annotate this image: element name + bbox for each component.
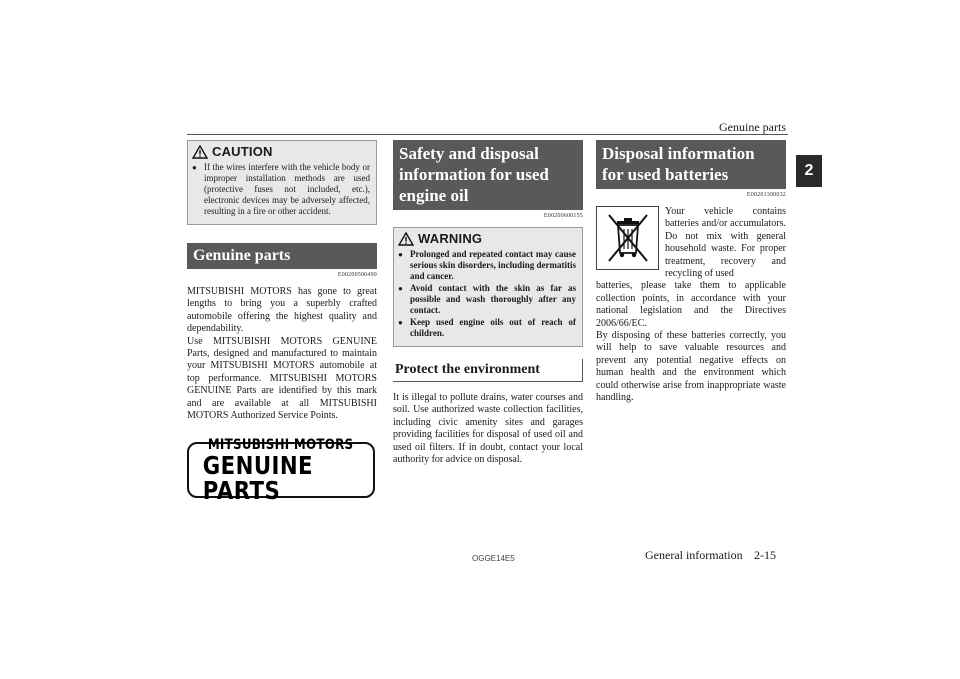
chapter-tab: 2 <box>796 155 822 187</box>
caution-title: CAUTION <box>212 144 273 159</box>
subheading-protect-environment: Protect the environment <box>393 359 583 382</box>
page-number: 2-15 <box>754 548 776 562</box>
warning-item: ● Prolonged and repeated contact may cause serious skin disorders, including dermatitis and cancer. <box>398 249 576 281</box>
section-heading-batteries: Disposal information for used batteries <box>596 140 786 189</box>
warning-triangle-icon <box>398 232 414 246</box>
bullet-icon: ● <box>398 250 403 259</box>
paragraph: Your vehicle contains batteries and/or accumulators. Do not mix with general household waste. For proper treatment, recovery and recycling of used <box>665 206 786 280</box>
column-middle <box>393 140 583 466</box>
paragraph: MITSUBISHI MOTORS has gone to great lengths to bring you a superbly crafted automobile offering the highest quality and dependability. <box>187 286 377 335</box>
bullet-icon: ● <box>192 163 197 172</box>
genuine-parts-logo: MITSUBISHI MOTORS GENUINE PARTS <box>187 442 375 498</box>
paragraph: Use MITSUBISHI MOTORS GENUINE Parts, designed and manufactured to maintain your MITSUBISHI MOTORS automobile at top performance. MITSUBISHI MOTORS GENUINE Parts are identified by this mark and are available at all MITSUBISHI MOTORS Authorized Service Points. <box>187 335 377 422</box>
header-rule <box>187 134 788 135</box>
paragraph: It is illegal to pollute drains, water courses and soil. Use authorized waste collection facilities, including civic amenity sites and garages providing facilities for disposal of used oil and used oil filters. If in doubt, contact your local authority for advice on disposal. <box>393 392 583 466</box>
bullet-icon: ● <box>398 284 403 293</box>
section-heading-engine-oil: Safety and disposal information for used engine oil <box>393 140 583 210</box>
section-code: E00200600155 <box>543 213 583 219</box>
caution-item: ● If the wires interfere with the vehicle body or improper installation methods are used (protective fuses not included, etc.), electronic devices may be adversely affected, resulting in a fire or other accident. <box>192 162 370 216</box>
warning-box <box>393 227 583 347</box>
section-code: E00201300032 <box>746 192 786 198</box>
column-right <box>596 140 786 405</box>
caution-box <box>187 140 377 225</box>
footer-section: General information <box>645 548 743 562</box>
running-head: Genuine parts <box>719 120 786 134</box>
warning-item: ● Avoid contact with the skin as far as possible and wash thoroughly after any contact. <box>398 283 576 315</box>
section-heading-genuine-parts: Genuine parts <box>187 243 377 269</box>
crossed-out-bin-icon <box>596 206 659 270</box>
column-left <box>187 140 377 505</box>
paragraph: batteries, please take them to applicable collection points, in accordance with your national legislation and the Directives 2006/66/EC. <box>596 280 786 329</box>
footer-code: OGGE14E5 <box>472 554 515 563</box>
section-code: E00200500499 <box>337 272 377 278</box>
bullet-icon: ● <box>398 318 403 327</box>
warning-triangle-icon <box>192 145 208 159</box>
paragraph: By disposing of these batteries correctly, you will help to save valuable resources and prevent any potential negative effects on human health and the environment which could otherwise arise from inappropriate waste handling. <box>596 330 786 404</box>
warning-item: ● Keep used engine oils out of reach of children. <box>398 317 576 338</box>
warning-title: WARNING <box>418 231 483 246</box>
